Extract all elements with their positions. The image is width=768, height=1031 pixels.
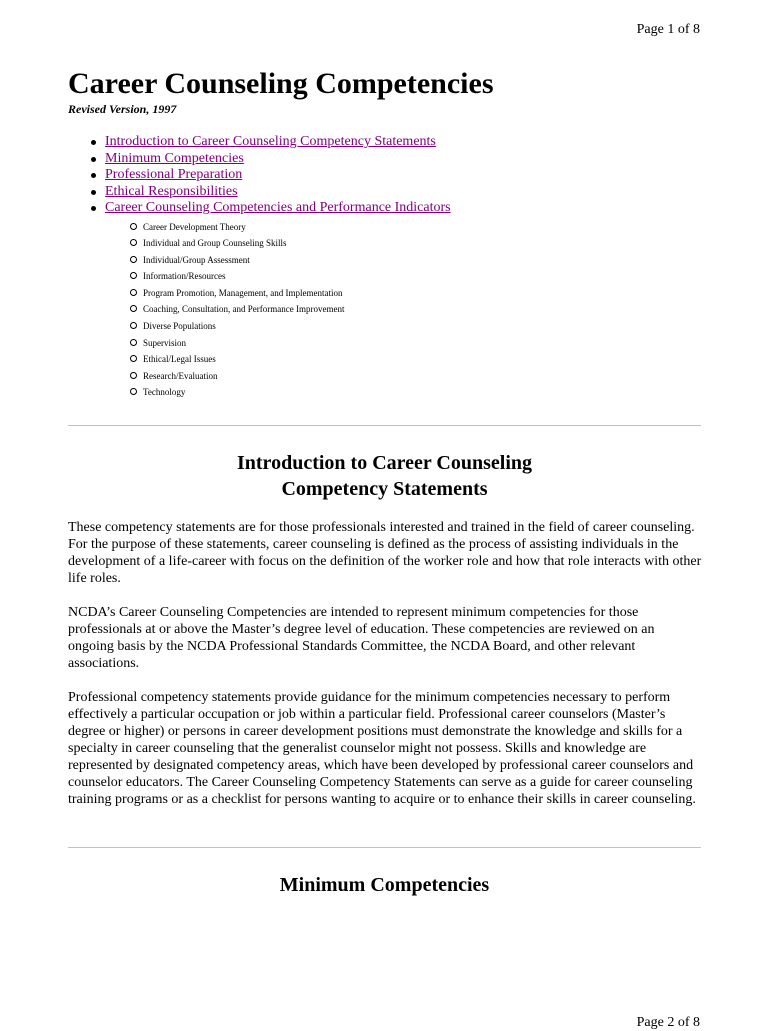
divider (68, 847, 701, 848)
page-number-top: Page 1 of 8 (636, 22, 700, 37)
toc-item-professional-preparation[interactable] (105, 167, 701, 184)
toc-link[interactable]: Career Counseling Competencies and Performance Indicators (105, 200, 451, 215)
toc-item-minimum-competencies[interactable] (105, 151, 701, 168)
toc-item-introduction[interactable] (105, 134, 701, 151)
toc-link[interactable]: Ethical Responsibilities (105, 183, 238, 199)
intro-heading (68, 450, 701, 502)
sub-toc-item: Coaching, Consultation, and Performance Improvement (143, 301, 701, 318)
sub-toc-item: Supervision (143, 335, 701, 352)
intro-heading-line1: Introduction to Career Counseling (236, 452, 533, 474)
sub-toc-item: Career Development Theory (143, 219, 701, 236)
paragraph: Professional competency statements provide guidance for the minimum competencies necessary to perform effectively a particular occupation or job within a particular field. Professional career counselors (Master’s degree or higher) or persons in career development positions must demonstrate the knowledge and skills for a specialty in career counseling that the generalist counselor might not possess. Skills and knowledge are represented by designated competency areas, which have been developed by professional career counselors and counselor educators. The Career Counseling Competency Statements can serve as a guide for career counseling training programs or as a checklist for persons wanting to acquire or to enhance their skills in career counseling. (68, 690, 696, 807)
sub-toc-item: Program Promotion, Management, and Implementation (143, 285, 701, 302)
sub-toc-item: Information/Resources (143, 268, 701, 285)
page-title: Career Counseling Competencies (68, 67, 494, 100)
paragraph: These competency statements are for those professionals interested and trained in the field of career counseling. For the purpose of these statements, career counseling is defined as the process of assisting individuals in the development of a life-career with focus on the definition of the worker role and how that role interacts with other life roles. (68, 520, 702, 586)
revised-version: Revised Version, 1997 (68, 102, 177, 116)
table-of-contents (68, 134, 701, 401)
intro-heading-line2: Competency Statements (281, 478, 488, 500)
toc-link[interactable]: Introduction to Career Counseling Competency Statements (105, 134, 436, 149)
sub-toc (105, 219, 701, 402)
sub-toc-item: Diverse Populations (143, 318, 701, 335)
divider (68, 425, 701, 426)
sub-toc-item: Individual and Group Counseling Skills (143, 235, 701, 252)
toc-link[interactable]: Minimum Competencies (105, 150, 244, 166)
minimum-competencies-heading: Minimum Competencies (279, 874, 490, 896)
toc-link[interactable]: Professional Preparation (105, 167, 243, 182)
sub-toc-item: Ethical/Legal Issues (143, 351, 701, 368)
sub-toc-item: Research/Evaluation (143, 368, 701, 385)
paragraph: NCDA’s Career Counseling Competencies are intended to represent minimum competencies for those professionals at or above the Master’s degree level of education. These competencies are reviewed on an ongoing basis by the NCDA Professional Standards Committee, the NCDA Board, and other relevant associations. (68, 605, 655, 671)
toc-item-performance-indicators[interactable] (105, 200, 701, 401)
document-header (68, 66, 701, 401)
toc-item-ethical-responsibilities[interactable] (105, 184, 701, 201)
page-number-bottom: Page 2 of 8 (636, 1015, 700, 1030)
sub-toc-item: Technology (143, 384, 701, 401)
sub-toc-item: Individual/Group Assessment (143, 252, 701, 269)
